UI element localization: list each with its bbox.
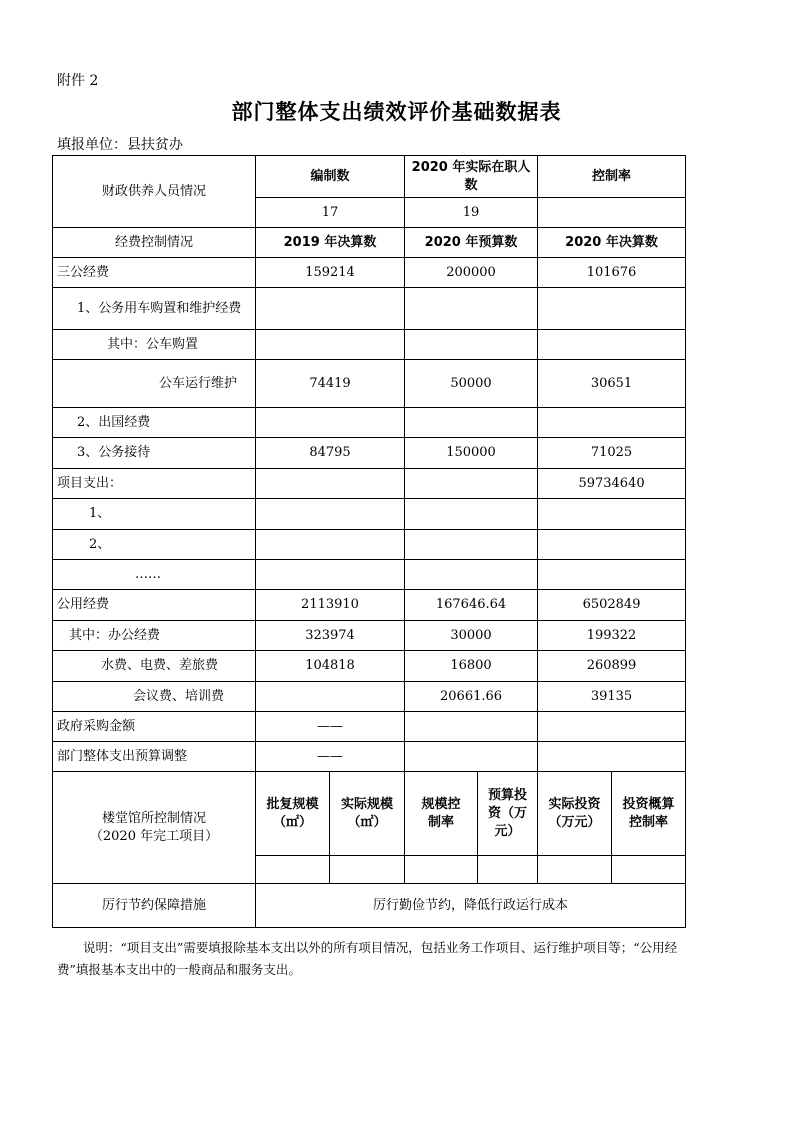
row-label: 3、公务接待 [53, 438, 256, 469]
table-row [53, 438, 686, 469]
table-row [53, 360, 686, 408]
table-row [53, 682, 686, 712]
row-value: 59734640 [538, 469, 686, 499]
procurement-row [53, 712, 686, 742]
reporting-unit: 填报单位：县扶贫办 [57, 137, 183, 153]
row-value: 101676 [538, 258, 686, 288]
row-label: 水费、电费、差旅费 [53, 651, 256, 682]
staff-col-rate: 控制率 [538, 156, 686, 198]
building-header-row [53, 772, 686, 856]
row-value [256, 530, 405, 560]
table-row [53, 499, 686, 530]
row-value: 199322 [538, 621, 686, 651]
row-label: 其中：办公经费 [53, 621, 256, 651]
building-label: 楼堂馆所控制情况 [101, 810, 206, 826]
building-label-cell [53, 772, 256, 884]
row-value: 6502849 [538, 590, 686, 621]
row-value [538, 330, 686, 360]
procurement-value: —— [256, 712, 405, 742]
row-value: 39135 [538, 682, 686, 712]
table-row [53, 560, 686, 590]
row-label: 项目支出： [53, 469, 256, 499]
row-value [405, 530, 538, 560]
budget-header-row [53, 228, 686, 258]
building-col-investment-rate: 投资概算控制率 [612, 772, 686, 856]
table-row [53, 258, 686, 288]
table-row [53, 651, 686, 682]
adjustment-value: —— [256, 742, 405, 772]
budget-col-2020-budget: 2020 年预算数 [405, 228, 538, 258]
row-value: 323974 [256, 621, 405, 651]
row-label: …… [53, 560, 256, 590]
row-value [405, 499, 538, 530]
building-sublabel: （2020 年完工项目） [89, 828, 219, 844]
staff-value-actual: 19 [405, 198, 538, 228]
procurement-label: 政府采购金额 [53, 712, 256, 742]
row-label: 公用经费 [53, 590, 256, 621]
table-row [53, 330, 686, 360]
row-value: 104818 [256, 651, 405, 682]
row-value [538, 560, 686, 590]
row-value [405, 330, 538, 360]
staff-value-establishment: 17 [256, 198, 405, 228]
data-table [52, 155, 686, 928]
staff-col-actual: 2020 年实际在职人数 [405, 156, 538, 198]
building-col-scale-rate: 规模控制率 [405, 772, 478, 856]
row-value [405, 469, 538, 499]
row-label: 1、公务用车购置和维护经费 [53, 288, 256, 330]
building-col-actual-scale: 实际规模（㎡） [330, 772, 405, 856]
row-value: 159214 [256, 258, 405, 288]
building-col-actual-investment: 实际投资（万元） [538, 772, 612, 856]
row-value [538, 530, 686, 560]
row-value [256, 682, 405, 712]
building-col-budget-investment: 预算投资（万元） [478, 772, 538, 856]
row-value: 150000 [405, 438, 538, 469]
row-label: 公车运行维护 [53, 360, 256, 408]
table-row [53, 530, 686, 560]
budget-col-2019-final: 2019 年决算数 [256, 228, 405, 258]
budget-label: 经费控制情况 [53, 228, 256, 258]
row-value [256, 288, 405, 330]
row-value: 30000 [405, 621, 538, 651]
row-value [256, 560, 405, 590]
row-value: 260899 [538, 651, 686, 682]
row-label: 其中：公车购置 [53, 330, 256, 360]
row-value [538, 499, 686, 530]
row-label: 2、出国经费 [53, 408, 256, 438]
row-label: 2、 [53, 530, 256, 560]
row-value: 30651 [538, 360, 686, 408]
row-value: 16800 [405, 651, 538, 682]
row-value [256, 330, 405, 360]
row-value: 20661.66 [405, 682, 538, 712]
row-value: 84795 [256, 438, 405, 469]
table-row [53, 469, 686, 499]
row-value [538, 288, 686, 330]
row-value [538, 408, 686, 438]
row-label: 1、 [53, 499, 256, 530]
adjustment-label: 部门整体支出预算调整 [53, 742, 256, 772]
row-value: 50000 [405, 360, 538, 408]
frugal-row [53, 884, 686, 928]
row-value: 74419 [256, 360, 405, 408]
building-col-approved-scale: 批复规模（㎡） [256, 772, 330, 856]
row-value: 2113910 [256, 590, 405, 621]
page-title: 部门整体支出绩效评价基础数据表 [231, 100, 562, 124]
table-row [53, 288, 686, 330]
row-value [256, 499, 405, 530]
row-value: 167646.64 [405, 590, 538, 621]
row-value [405, 560, 538, 590]
staff-label: 财政供养人员情况 [53, 156, 256, 228]
row-value [256, 408, 405, 438]
staff-col-establishment: 编制数 [256, 156, 405, 198]
staff-value-rate [538, 198, 686, 228]
frugal-label: 厉行节约保障措施 [53, 884, 256, 928]
table-row [53, 408, 686, 438]
row-value [256, 469, 405, 499]
staff-header-row [53, 156, 686, 198]
row-label: 三公经费 [53, 258, 256, 288]
adjustment-row [53, 742, 686, 772]
row-value: 200000 [405, 258, 538, 288]
budget-col-2020-final: 2020 年决算数 [538, 228, 686, 258]
frugal-value: 厉行勤俭节约，降低行政运行成本 [256, 884, 686, 928]
row-value [405, 408, 538, 438]
table-row [53, 621, 686, 651]
attachment-label: 附件 2 [57, 73, 99, 89]
row-label: 会议费、培训费 [53, 682, 256, 712]
footnote: 说明：“项目支出”需要填报除基本支出以外的所有项目情况，包括业务工作项目、运行维护项目等；“公用经费”填报基本支出中的一般商品和服务支出。 [57, 940, 678, 977]
row-value: 71025 [538, 438, 686, 469]
table-row [53, 590, 686, 621]
row-value [405, 288, 538, 330]
